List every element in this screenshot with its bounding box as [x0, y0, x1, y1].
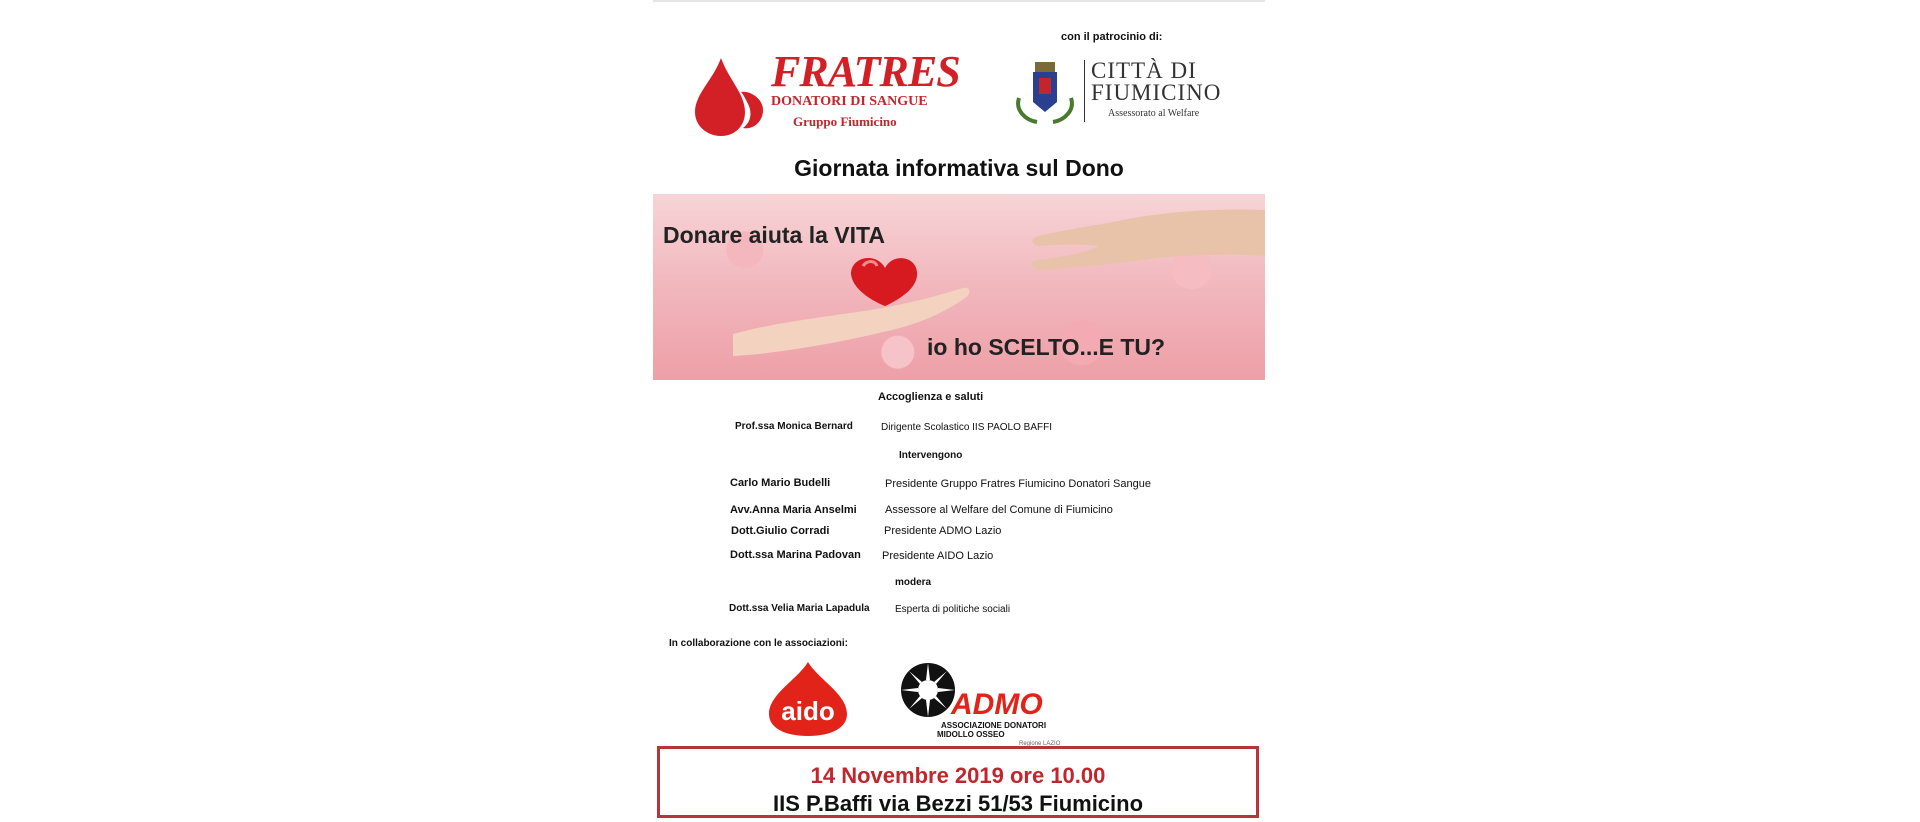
moderator-role: Esperta di politiche sociali: [895, 604, 1011, 615]
event-date: 14 Novembre 2019 ore 10.00: [810, 763, 1106, 788]
city-line2: FIUMICINO: [1091, 80, 1222, 105]
event-poster: [653, 0, 1265, 822]
admo-logo: [901, 662, 1081, 746]
speaker-role: Presidente Gruppo Fratres Fiumicino Donatori Sangue: [885, 478, 1151, 490]
city-crest-icon: [1013, 58, 1077, 124]
event-info-box: [657, 746, 1259, 818]
aido-logo: [767, 660, 849, 736]
speaker-role: Assessore al Welfare del Comune di Fiumicino: [885, 504, 1113, 516]
top-divider: [653, 0, 1265, 2]
fratres-logo: [691, 46, 960, 136]
admo-logo-text: ADMO: [951, 688, 1043, 721]
welcome-heading: Accoglienza e saluti: [878, 391, 984, 403]
speaker-name: Dott.ssa Marina Padovan: [730, 549, 861, 561]
speaker-name: Dott.Giulio Corradi: [731, 525, 830, 537]
moderator-name: Dott.ssa Velia Maria Lapadula: [729, 603, 870, 614]
aido-logo-text: aido: [781, 696, 835, 726]
speakers-heading: Intervengono: [899, 450, 963, 461]
banner-line1: Donare aiuta la VITA: [663, 222, 885, 248]
city-department: Assessorato al Welfare: [1108, 108, 1200, 119]
moderator-heading: modera: [895, 577, 932, 588]
banner-line2: io ho SCELTO...E TU?: [927, 334, 1166, 360]
sunburst-icon: [901, 663, 955, 717]
fratres-title: FRATRES: [771, 47, 960, 96]
admo-logo-region: Regione LAZIO: [1019, 741, 1061, 746]
host-name: Prof.ssa Monica Bernard: [735, 421, 853, 432]
fratres-group: Gruppo Fiumicino: [793, 114, 897, 129]
host-role: Dirigente Scolastico IIS PAOLO BAFFI: [881, 422, 1052, 433]
fratres-subtitle: DONATORI DI SANGUE: [771, 94, 928, 109]
event-venue: IIS P.Baffi via Bezzi 51/53 Fiumicino: [772, 791, 1144, 816]
page-title: Giornata informativa sul Dono: [794, 155, 1124, 181]
banner-image: [653, 194, 1265, 380]
city-line1: CITTÀ DI: [1091, 58, 1197, 83]
speaker-role: Presidente AIDO Lazio: [882, 550, 994, 562]
city-divider: [1084, 60, 1085, 122]
blood-drop-icon: [691, 54, 767, 138]
speaker-name: Carlo Mario Budelli: [730, 477, 831, 489]
city-name: [1091, 60, 1221, 104]
admo-logo-sub1: ASSOCIAZIONE DONATORI: [941, 721, 1047, 730]
admo-logo-sub2: MIDOLLO OSSEO: [937, 730, 1005, 739]
collaboration-label: In collaborazione con le associazioni:: [669, 638, 848, 649]
patronage-label: con il patrocinio di:: [1061, 31, 1163, 43]
speaker-name: Avv.Anna Maria Anselmi: [730, 504, 857, 516]
speaker-role: Presidente ADMO Lazio: [884, 525, 1002, 537]
